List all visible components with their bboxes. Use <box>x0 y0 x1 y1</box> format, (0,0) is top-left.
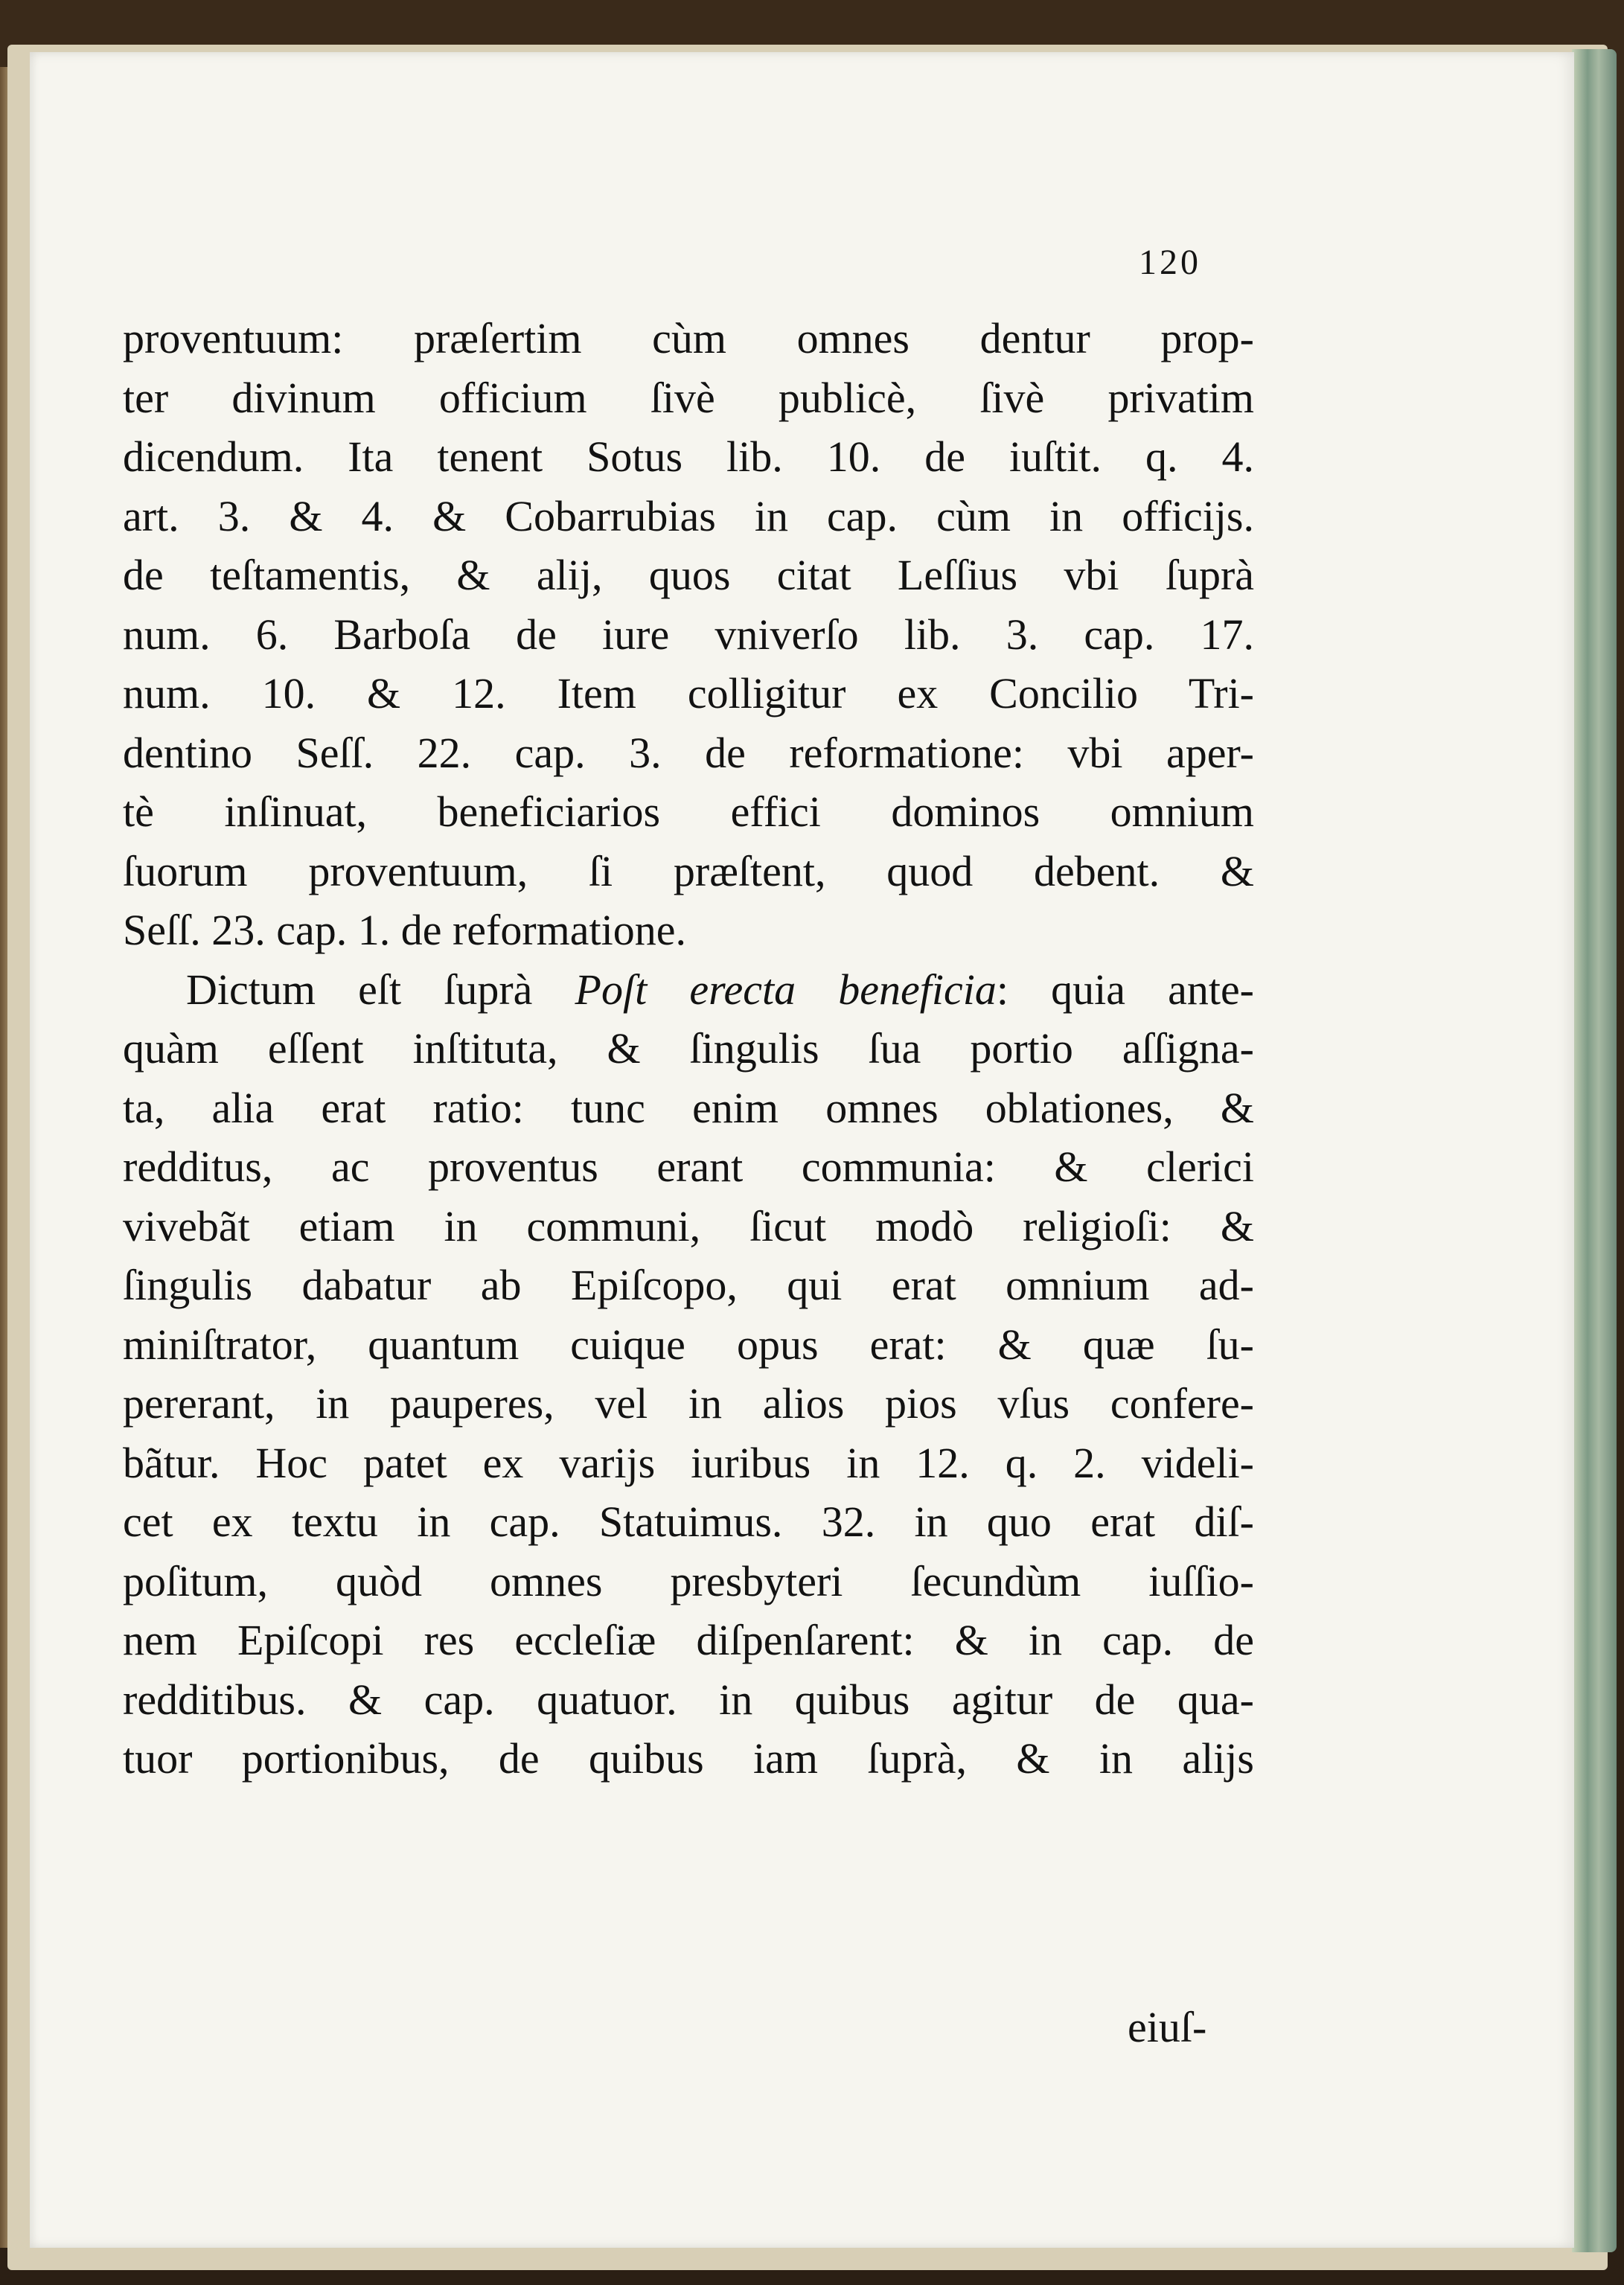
text-line: quàm eſſent inſtituta, & ſingulis ſua portio aſſigna- <box>123 1024 1254 1073</box>
text-line: dentino Seſſ. 22. cap. 3. de reformatione: vbi aper- <box>123 728 1254 777</box>
text-line: num. 6. Barboſa de iure vniverſo lib. 3. cap. 17. <box>123 610 1254 659</box>
text-line: ſuorum proventuum, ſi præſtent, quod debent. & <box>123 846 1254 895</box>
text-line: redditibus. & cap. quatuor. in quibus agitur de qua- <box>123 1675 1254 1724</box>
text-line: poſitum, quòd omnes presbyteri ſecundùm iuſſio- <box>123 1556 1254 1605</box>
text-line: num. 10. & 12. Item colligitur ex Concilio Tri- <box>123 669 1254 718</box>
text-line: Seſſ. 23. cap. 1. de reformatione. <box>123 906 686 954</box>
text-line: proventuum: præſertim cùm omnes dentur prop- <box>123 314 1254 362</box>
text-line: bãtur. Hoc patet ex varijs iuribus in 12. q. 2. videli- <box>123 1438 1254 1487</box>
text-line-paragraph-start: Dictum eſt ſuprà Poſt erecta beneficia: quia ante- <box>186 965 1254 1014</box>
text-line: tè inſinuat, beneficiarios effici dominos omnium <box>123 787 1254 836</box>
text-line: miniſtrator, quantum cuique opus erat: & quæ ſu- <box>123 1320 1254 1369</box>
text-line: tuor portionibus, de quibus iam ſuprà, & in alijs <box>123 1734 1254 1783</box>
text-line: vivebãt etiam in communi, ſicut modò religioſi: & <box>123 1201 1254 1250</box>
text-line: ta, alia erat ratio: tunc enim omnes oblationes, & <box>123 1083 1254 1132</box>
text-line: ſingulis dabatur ab Epiſcopo, qui erat omnium ad- <box>123 1261 1254 1309</box>
text-line: art. 3. & 4. & Cobarrubias in cap. cùm in officijs. <box>123 491 1254 540</box>
text-line: cet ex textu in cap. Statuimus. 32. in quo erat diſ- <box>123 1498 1254 1546</box>
italic-phrase: Poſt erecta beneficia <box>575 965 997 1014</box>
catchword: eiuſ- <box>1128 2003 1207 2051</box>
book-page <box>30 52 1574 2248</box>
page-edges <box>1572 49 1617 2252</box>
text-line: ter divinum officium ſivè publicè, ſivè privatim <box>123 373 1254 422</box>
text-line: de teſtamentis, & alij, quos citat Leſſius vbi ſuprà <box>123 551 1254 599</box>
text-line: dicendum. Ita tenent Sotus lib. 10. de iuſtit. q. 4. <box>123 432 1254 481</box>
text-line: nem Epiſcopi res eccleſiæ diſpenſarent: & in cap. de <box>123 1616 1254 1664</box>
page-number: 120 <box>1139 243 1201 282</box>
text-line: redditus, ac proventus erant communia: & clerici <box>123 1142 1254 1191</box>
text-line: pererant, in pauperes, vel in alios pios vſus confere- <box>123 1379 1254 1428</box>
body-text <box>123 309 1254 1789</box>
